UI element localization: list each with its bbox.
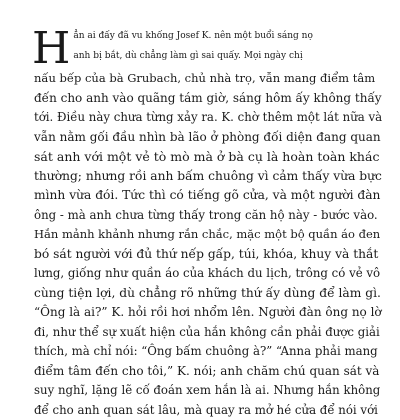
text-line: mình vừa đói. Tức thì có tiếng gõ cửa, và một người đàn [34, 186, 382, 206]
text-line: nấu bếp của bà Grubach, chủ nhà trọ, vẫn mang điểm tâm [34, 69, 382, 89]
text-line: suy nghĩ, lặng lẽ cố đoán xem hắn là ai. Nhưng hắn không [34, 381, 382, 401]
text-line: để cho anh quan sát lâu, mà quay ra mở hé cửa để nói với [34, 401, 382, 420]
text-line: sát anh với một vẻ tò mò mà ở bà cụ là hoàn toàn khác [34, 147, 382, 167]
text-line: điểm tâm đến cho tôi,” K. nói; anh chăm chú quan sát và [34, 362, 382, 382]
text-line: tới. Điều này chưa từng xảy ra. K. chờ thêm một lát nữa và [34, 108, 382, 128]
drop-cap: H [32, 29, 70, 69]
text-line: thích, mà chỉ nói: “Ông bấm chuông à?” “Anna phải mang [34, 342, 382, 362]
text-line: ẳn ai đấy đã vu khống Josef K. nên một buổi sáng nọ [34, 27, 382, 47]
body-text [34, 27, 382, 420]
text-line: anh bị bắt, dù chẳng làm gì sai quấy. Mọi ngày chị [34, 47, 382, 67]
text-line: cùng tiện lợi, dù chẳng rõ những thứ ấy dùng để làm gì. [34, 284, 382, 304]
text-line: ông - mà anh chưa từng thấy trong căn hộ này - bước vào. [34, 206, 382, 226]
text-line: “Ông là ai?” K. hỏi rồi hơi nhổm lên. Người đàn ông nọ lờ [34, 303, 382, 323]
text-line: vẫn nằm gối đầu nhìn bà lão ở phòng đối diện đang quan [34, 128, 382, 148]
text-line: lưng, giống như quần áo của khách du lịch, trông có vẻ vô [34, 264, 382, 284]
text-line: Hắn mảnh khảnh nhưng rắn chắc, mặc một bộ quần áo đen [34, 225, 382, 245]
text-line: bó sát người với đủ thứ nếp gấp, túi, khóa, khuy và thắt [34, 245, 382, 265]
text-line: đi, như thể sự xuất hiện của hắn không cần phải được giải [34, 323, 382, 343]
text-line: thường; nhưng rồi anh bấm chuông vì cảm thấy vừa bực [34, 167, 382, 187]
text-line: đến cho anh vào quãng tám giờ, sáng hôm ấy không thấy [34, 89, 382, 109]
